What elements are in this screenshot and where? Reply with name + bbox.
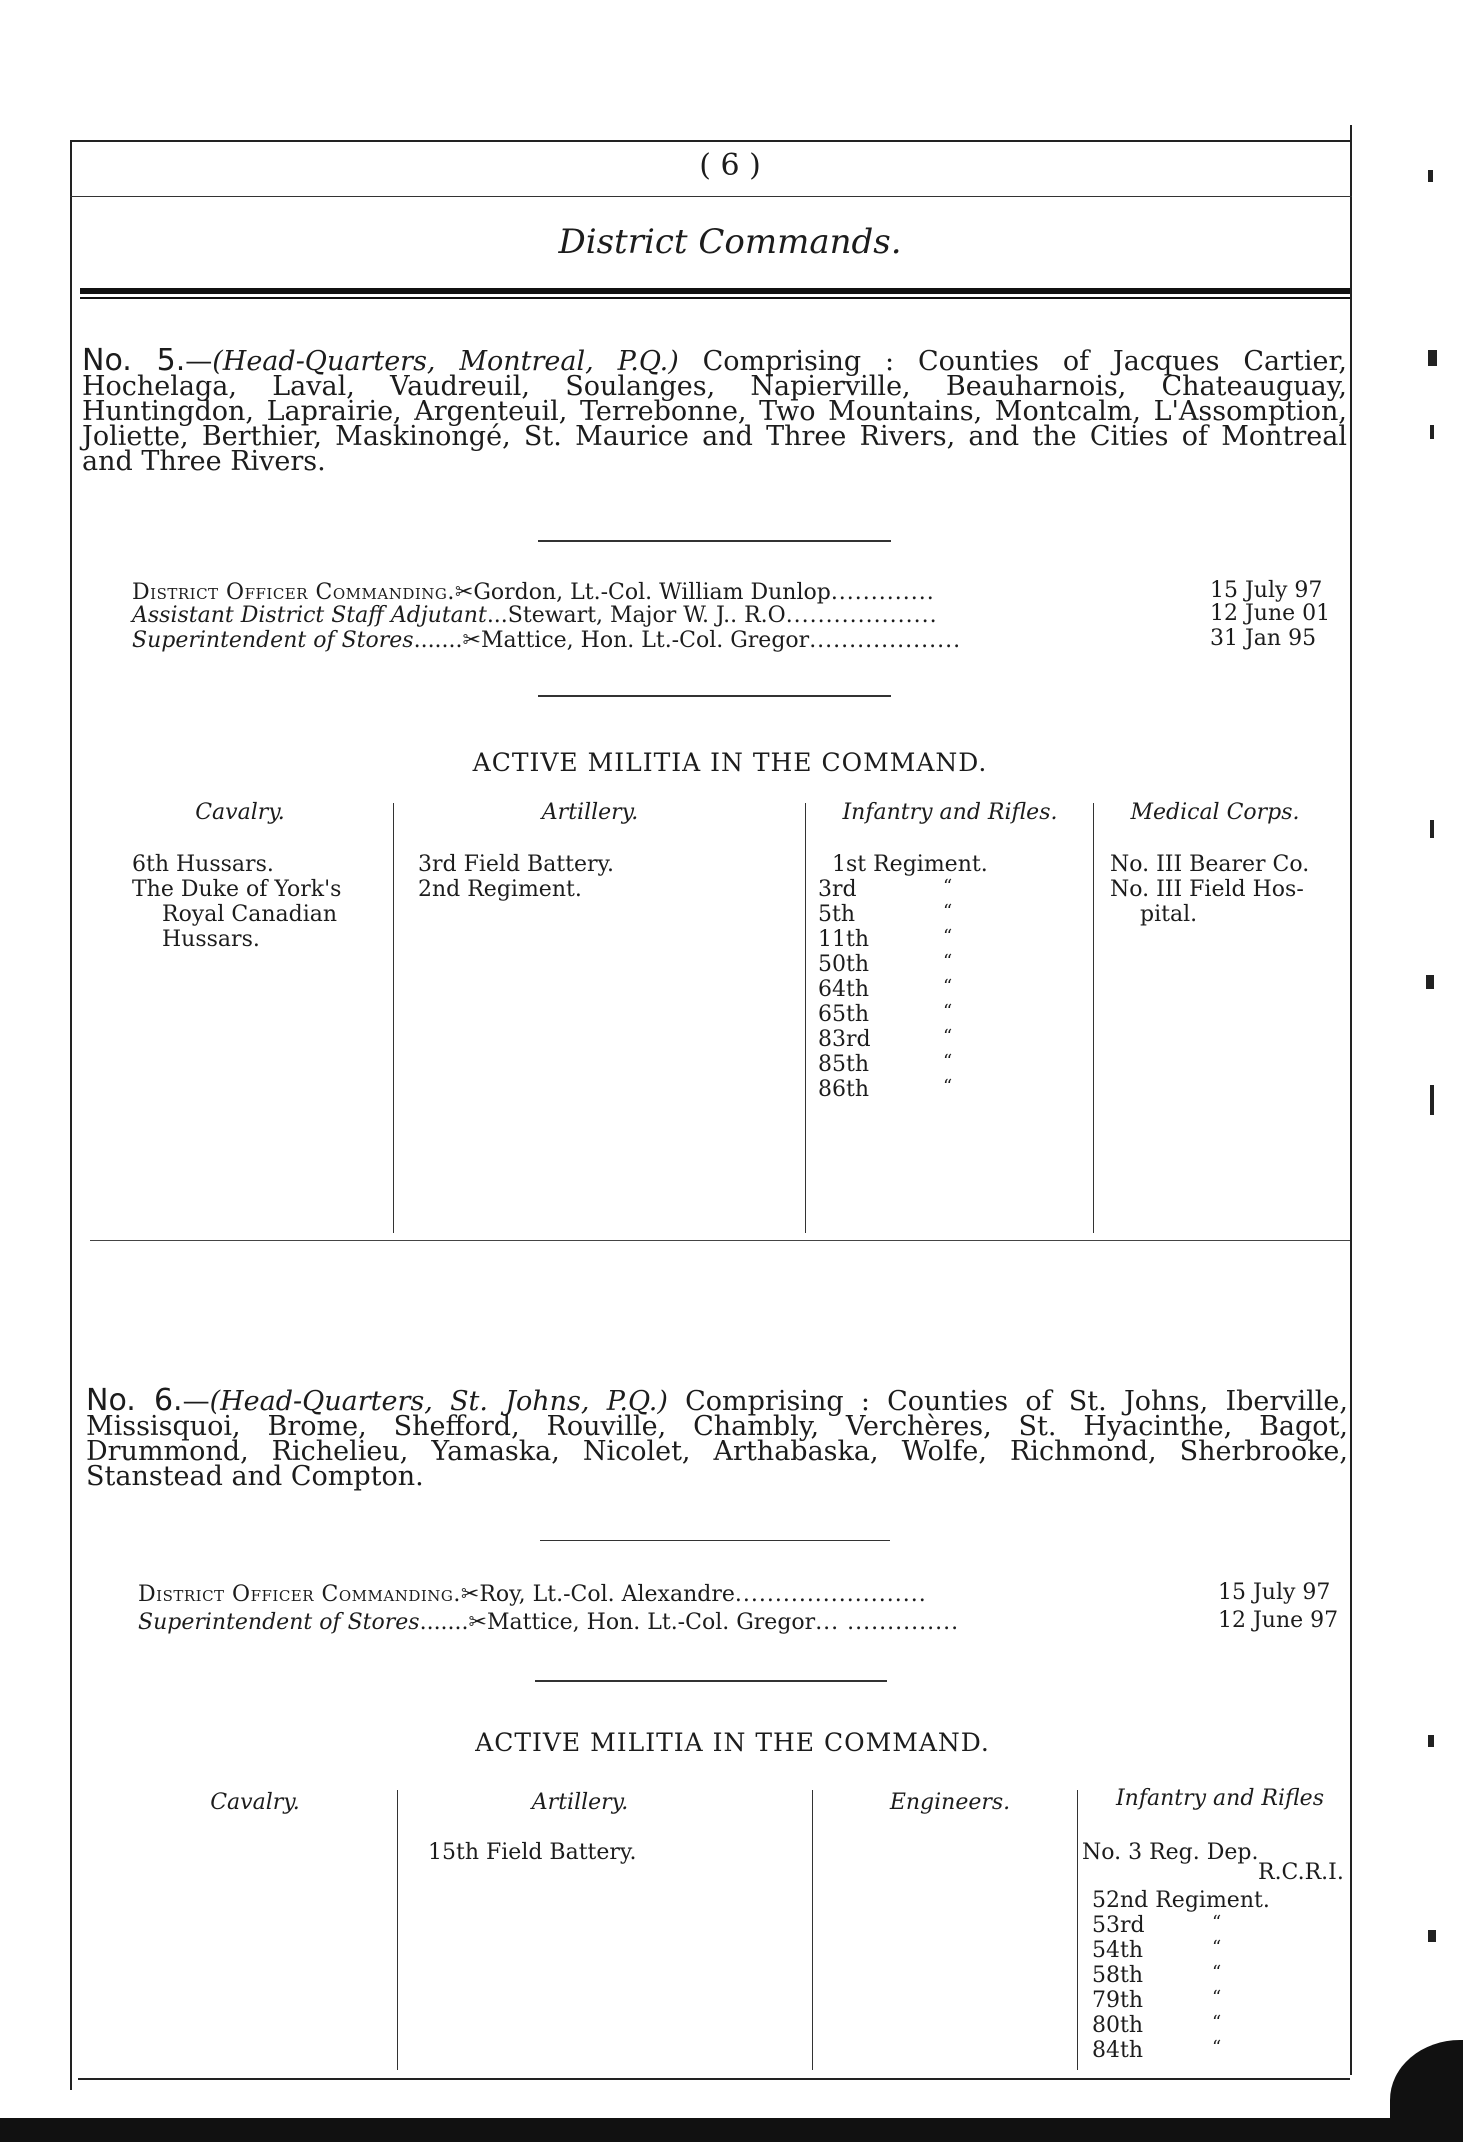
list-item: 52nd Regiment. [1092,1888,1270,1913]
ditto-mark: “ [1212,1937,1222,1958]
column-heading-cavalry: Cavalry. [195,800,285,825]
officer-row [132,605,938,627]
district-5-description: No. 5.—(Head-Quarters, Montreal, P.Q.) Comprising : Counties of Jacques Cartier, Hochelaga, Laval, Vaudreuil, Soulanges, Napierville, Beauharnois, Chateauguay, Huntingdon, Laprairie, Argenteuil, Terrebonne, Two Mountains, Montcalm, L'Assomption, Joliette, Berthier, Maskinongé, St. Maurice and Three Rivers, and the Cities of Montreal and Three Rivers. [82,343,1347,477]
district-separator [90,1240,1350,1241]
list-item: 65th [818,1002,870,1027]
list-item: 80th [1092,2013,1144,2038]
district-5-comprising: Comprising : Counties of Jacques Cartier, Hochelaga, Laval, Vaudreuil, Soulanges, Napierville, Beauharnois, Chateauguay, Huntingdon, Laprairie, Argenteuil, Terrebonne, Two Mountains, Montcalm, L'Assomption, Joliette, Berthier, Maskinongé, St. Maurice and Three Rivers, and the Cities of Montreal and Three Rivers. [82,346,1347,477]
column-divider [1093,803,1094,1233]
district-5-number: No. 5. [82,343,186,378]
scan-speck [1426,975,1434,989]
ditto-mark: “ [1212,2012,1222,2033]
column-heading-artillery: Artillery. [541,800,639,825]
officer-row [132,630,961,652]
officer-role: Superintendent of Stores [132,628,414,653]
ditto-mark: “ [1212,1962,1222,1983]
page-curl-shadow [1390,2040,1463,2120]
militia-title: ACTIVE MILITIA IN THE COMMAND. [472,748,988,777]
title-thick-rule [80,288,1350,294]
short-rule [535,1680,887,1682]
list-item: No. 3 Reg. Dep. [1082,1840,1259,1865]
ditto-mark: “ [943,901,953,922]
ditto-mark: “ [943,876,953,897]
bottom-border [78,2078,1350,2080]
list-item: 86th [818,1077,870,1102]
column-divider [397,1790,398,2070]
list-item: 11th [818,927,870,952]
scissors-mark: ✂ [454,580,474,605]
header-rule [70,196,1352,197]
scan-bottom-edge [0,2118,1463,2142]
officer-row [138,1584,927,1606]
officer-date: 15 July 97 [1218,1580,1331,1605]
officer-date: 31 Jan 95 [1210,626,1317,651]
scan-speck [1430,820,1434,838]
ditto-mark: “ [943,951,953,972]
column-heading-medical: Medical Corps. [1130,800,1300,825]
district-5-headquarters: (Head-Quarters, Montreal, P.Q.) [212,346,679,377]
column-divider [805,803,806,1233]
column-divider [812,1790,813,2070]
leader-dots: ................... [809,628,962,653]
short-rule [538,695,891,697]
list-item: 15th Field Battery. [428,1840,637,1865]
officer-role: District Officer Commanding. [138,1582,461,1607]
ditto-mark: “ [1212,2037,1222,2058]
section-title: District Commands. [558,222,902,262]
militia-title: ACTIVE MILITIA IN THE COMMAND. [475,1728,990,1757]
officer-role: Superintendent of Stores [138,1610,420,1635]
district-6-headquarters: (Head-Quarters, St. Johns, P.Q.) [209,1386,668,1417]
scan-speck [1430,425,1434,439]
column-divider [1077,1790,1078,2070]
officer-date: 12 June 97 [1218,1608,1339,1633]
officer-name: Mattice, Hon. Lt.-Col. Gregor [480,628,810,653]
list-item: 3rd [818,877,857,902]
list-item: 3rd Field Battery. [418,852,615,877]
ditto-mark: “ [943,1076,953,1097]
officer-role: Assistant District Staff Adjutant [132,603,487,628]
scan-speck [1428,1735,1434,1747]
column-heading-artillery: Artillery. [531,1790,629,1815]
officer-row [138,1612,959,1634]
left-border [70,140,72,2090]
right-border [1350,125,1352,2075]
column-divider [393,803,394,1233]
list-item: Royal Canadian [162,902,338,927]
scan-speck [1428,350,1437,366]
list-item: 6th Hussars. [132,852,274,877]
officer-row [132,582,935,604]
list-item: 84th [1092,2038,1144,2063]
district-6-comprising: Comprising : Counties of St. Johns, Iberville, Missisquoi, Brome, Shefford, Rouville, Chambly, Verchères, St. Hyacinthe, Bagot, Drummond, Richelieu, Yamaska, Nicolet, Arthabaska, Wolfe, Richmond, Sherbrooke, Stanstead and Compton. [86,1386,1348,1492]
page-number: ( 6 ) [699,148,761,183]
top-border [70,140,1352,142]
column-heading-infantry: Infantry and Rifles [1115,1786,1324,1811]
list-item: 85th [818,1052,870,1077]
title-thin-rule [80,297,1350,299]
district-6-number: No. 6. [86,1383,183,1418]
list-item: 50th [818,952,870,977]
list-item: 54th [1092,1938,1144,1963]
scan-speck [1428,1930,1436,1942]
scissors-mark: .......✂ [419,1610,487,1635]
district-6-description: No. 6.—(Head-Quarters, St. Johns, P.Q.) Comprising : Counties of St. Johns, Iberville, Missisquoi, Brome, Shefford, Rouville, Chambly, Verchères, St. Hyacinthe, Bagot, Drummond, Richelieu, Yamaska, Nicolet, Arthabaska, Wolfe, Richmond, Sherbrooke, Stanstead and Compton. [86,1383,1348,1492]
short-rule [538,540,891,542]
list-item: 53rd [1092,1913,1145,1938]
ditto-mark: “ [943,1001,953,1022]
list-item: 79th [1092,1988,1144,2013]
leader-dots: ................... [785,603,938,628]
officer-date: 15 July 97 [1210,578,1323,603]
officer-name: Mattice, Hon. Lt.-Col. Gregor [486,1610,816,1635]
ditto-mark: “ [943,926,953,947]
leader-dots: ............. [830,580,935,605]
officer-date: 12 June 01 [1210,601,1331,626]
list-item: 5th [818,902,856,927]
list-item: pital. [1140,902,1198,927]
scissors-mark: ✂ [460,1582,480,1607]
ditto-mark: “ [943,976,953,997]
officer-name: Gordon, Lt.-Col. William Dunlop [473,580,831,605]
ditto-mark: “ [943,1026,953,1047]
officer-name: Stewart, Major W. J.. R.O [507,603,786,628]
scissors-mark: .......✂ [413,628,481,653]
short-rule [540,1540,890,1541]
list-item: No. III Field Hos- [1110,877,1304,902]
scan-speck [1430,1085,1434,1115]
list-item: 58th [1092,1963,1144,1988]
list-item: The Duke of York's [132,877,342,902]
list-item: No. III Bearer Co. [1110,852,1310,877]
list-item: 64th [818,977,870,1002]
ditto-mark: “ [943,1051,953,1072]
officer-name: Roy, Lt.-Col. Alexandre [479,1582,735,1607]
leader-dots: ........................ [734,1582,927,1607]
ditto-mark: “ [1212,1987,1222,2008]
list-item: 83rd [818,1027,871,1052]
column-heading-engineers: Engineers. [889,1790,1011,1815]
list-item: Hussars. [162,927,260,952]
column-heading-cavalry: Cavalry. [210,1790,300,1815]
list-item: R.C.R.I. [1258,1860,1344,1885]
leader-dots: ... .............. [815,1610,960,1635]
scan-speck [1428,170,1433,182]
scissors-mark: ... [486,603,508,628]
ditto-mark: “ [1212,1912,1222,1933]
officer-role: District Officer Commanding. [132,580,455,605]
list-item: 1st Regiment. [832,852,988,877]
column-heading-infantry: Infantry and Rifles. [842,800,1058,825]
list-item: 2nd Regiment. [418,877,582,902]
